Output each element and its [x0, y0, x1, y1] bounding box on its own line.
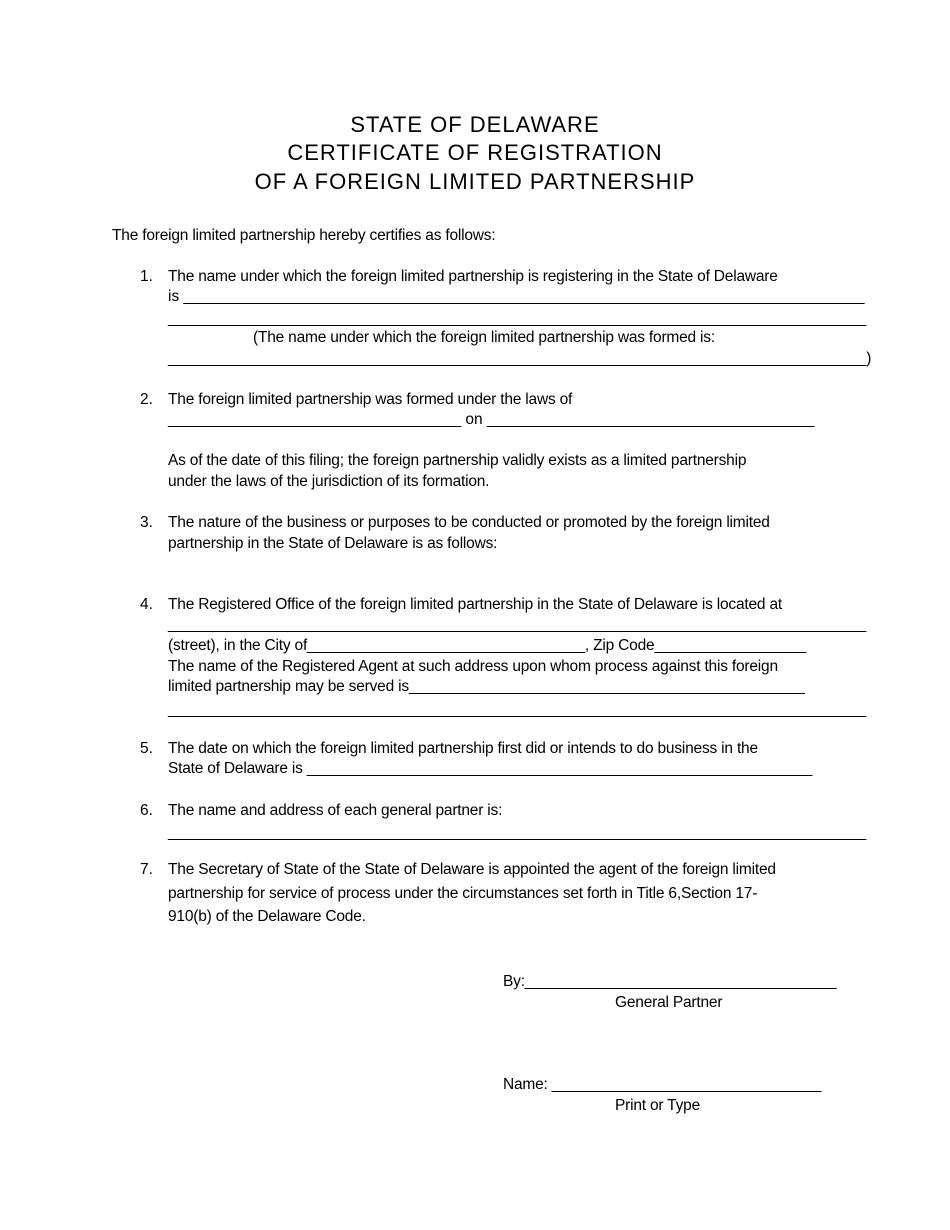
signature-name-field: Name: ________________________________ [503, 1076, 822, 1093]
item7-line1: The Secretary of State of the State of Delaware is appointed the agent of the foreign limited [168, 861, 776, 878]
item-number-2: 2. [140, 391, 153, 408]
item-number-7: 7. [140, 861, 153, 878]
item2-jurisdiction-date-field: __________________________________ on ______________________________________ [168, 411, 815, 428]
title-line-3: OF A FOREIGN LIMITED PARTNERSHIP [254, 169, 696, 194]
item2-line4: under the laws of the jurisdiction of its formation. [168, 473, 490, 490]
item-number-5: 5. [140, 740, 153, 757]
item6-line1: The name and address of each general partner is: [168, 802, 503, 819]
item2-line3: As of the date of this filing; the foreign partnership validly exists as a limited partnership [168, 452, 747, 469]
item4-line4: The name of the Registered Agent at such address upon whom process against this foreign [168, 658, 778, 675]
item4-agent-field: limited partnership may be served is_______________________________________________ [168, 678, 805, 695]
title-line-2: CERTIFICATE OF REGISTRATION [287, 140, 663, 165]
item-number-3: 3. [140, 514, 153, 531]
item2-line1: The foreign limited partnership was formed under the laws of [168, 391, 573, 408]
item7-line3: 910(b) of the Delaware Code. [168, 908, 366, 925]
signature-by-caption: General Partner [615, 994, 723, 1011]
item1-formed-name-label: (The name under which the foreign limited partnership was formed is: [253, 329, 715, 346]
item4-street-field: _________________________________________________________________________________ [168, 616, 867, 633]
signature-name-caption: Print or Type [615, 1097, 700, 1114]
item-number-4: 4. [140, 596, 153, 613]
item-number-6: 6. [140, 802, 153, 819]
intro-text: The foreign limited partnership hereby certifies as follows: [112, 227, 496, 244]
item3-line2: partnership in the State of Delaware is as follows: [168, 535, 498, 552]
item4-agent-field-2: _________________________________________________________________________________ [168, 701, 867, 718]
item6-partner-field: _________________________________________________________________________________ [168, 824, 867, 841]
item3-line1: The nature of the business or purposes to be conducted or promoted by the foreign limited [168, 514, 770, 531]
item1-registering-name-field: is _______________________________________________________________________________ [168, 288, 865, 305]
item4-line1: The Registered Office of the foreign limited partnership in the State of Delaware is located at [168, 596, 782, 613]
signature-by-field: By:_____________________________________ [503, 973, 837, 990]
item5-line1: The date on which the foreign limited partnership first did or intends to do business in the [168, 740, 758, 757]
item7-line2: partnership for service of process under the circumstances set forth in Title 6,Section 17- [168, 885, 758, 902]
item1-registering-name-field-2: _________________________________________________________________________________ [168, 310, 867, 327]
item-number-1: 1. [140, 268, 153, 285]
title-line-1: STATE OF DELAWARE [350, 112, 600, 137]
item1-line1: The name under which the foreign limited partnership is registering in the State of Delaware [168, 268, 778, 285]
item5-date-field: State of Delaware is ____________________________________________________________ [168, 760, 813, 777]
item4-city-zip-field: (street), in the City of_________________________________, Zip Code__________________ [168, 637, 806, 654]
item1-formed-name-field: _________________________________________________________________________________) [168, 350, 872, 367]
